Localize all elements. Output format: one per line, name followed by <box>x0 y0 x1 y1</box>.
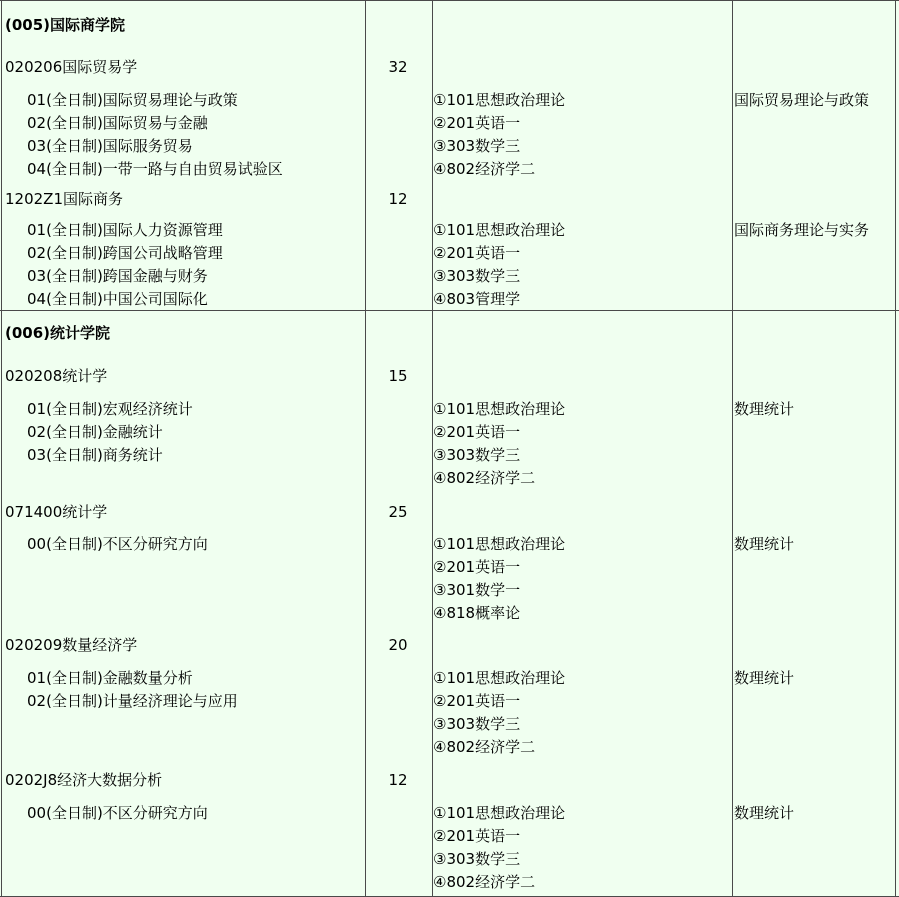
exam-subject: ④802经济学二 <box>433 738 536 756</box>
column-divider <box>365 0 366 897</box>
research-direction: 01(全日制)金融数量分析 <box>27 669 193 687</box>
exam-subject: ①101思想政治理论 <box>433 91 566 109</box>
notes-cell: 数理统计 <box>734 535 795 553</box>
column-divider <box>732 0 733 897</box>
research-direction: 02(全日制)金融统计 <box>27 423 163 441</box>
section-title: (005)国际商学院 <box>5 16 126 34</box>
research-direction: 03(全日制)国际服务贸易 <box>27 137 193 155</box>
notes-cell: 国际贸易理论与政策 <box>734 91 870 109</box>
research-direction: 02(全日制)国际贸易与金融 <box>27 114 208 132</box>
research-direction: 02(全日制)跨国公司战略管理 <box>27 244 223 262</box>
research-direction: 04(全日制)中国公司国际化 <box>27 290 208 308</box>
enrollment-count: 20 <box>388 636 408 654</box>
research-direction: 01(全日制)国际人力资源管理 <box>27 221 223 239</box>
exam-subject: ③303数学三 <box>433 715 521 733</box>
row-divider <box>0 0 899 1</box>
exam-subject: ②201英语一 <box>433 692 521 710</box>
enrollment-count: 12 <box>388 190 408 208</box>
enrollment-count: 25 <box>388 503 408 521</box>
exam-subject: ②201英语一 <box>433 114 521 132</box>
research-direction: 02(全日制)计量经济理论与应用 <box>27 692 238 710</box>
exam-subject: ③303数学三 <box>433 446 521 464</box>
research-direction: 01(全日制)宏观经济统计 <box>27 400 193 418</box>
exam-subject: ②201英语一 <box>433 558 521 576</box>
research-direction: 04(全日制)一带一路与自由贸易试验区 <box>27 160 283 178</box>
research-direction: 00(全日制)不区分研究方向 <box>27 804 208 822</box>
notes-cell: 数理统计 <box>734 669 795 687</box>
research-direction: 03(全日制)跨国金融与财务 <box>27 267 208 285</box>
notes-cell: 国际商务理论与实务 <box>734 221 870 239</box>
exam-subject: ①101思想政治理论 <box>433 669 566 687</box>
enrollment-count: 12 <box>388 771 408 789</box>
exam-subject: ②201英语一 <box>433 827 521 845</box>
program-code-name: 020206国际贸易学 <box>5 58 138 76</box>
row-divider <box>0 310 899 311</box>
exam-subject: ③301数学一 <box>433 581 521 599</box>
exam-subject: ③303数学三 <box>433 137 521 155</box>
exam-subject: ①101思想政治理论 <box>433 535 566 553</box>
section-title: (006)统计学院 <box>5 324 111 342</box>
column-divider <box>895 0 896 897</box>
program-code-name: 071400统计学 <box>5 503 108 521</box>
exam-subject: ④803管理学 <box>433 290 521 308</box>
exam-subject: ②201英语一 <box>433 423 521 441</box>
exam-subject: ①101思想政治理论 <box>433 804 566 822</box>
research-direction: 03(全日制)商务统计 <box>27 446 163 464</box>
exam-subject: ③303数学三 <box>433 850 521 868</box>
research-direction: 00(全日制)不区分研究方向 <box>27 535 208 553</box>
notes-cell: 数理统计 <box>734 804 795 822</box>
notes-cell: 数理统计 <box>734 400 795 418</box>
exam-subject: ①101思想政治理论 <box>433 221 566 239</box>
program-code-name: 020209数量经济学 <box>5 636 138 654</box>
exam-subject: ②201英语一 <box>433 244 521 262</box>
exam-subject: ①101思想政治理论 <box>433 400 566 418</box>
column-divider <box>1 0 2 897</box>
exam-subject: ③303数学三 <box>433 267 521 285</box>
enrollment-count: 15 <box>388 367 408 385</box>
exam-subject: ④802经济学二 <box>433 873 536 891</box>
exam-subject: ④818概率论 <box>433 604 521 622</box>
program-code-name: 1202Z1国际商务 <box>5 190 123 208</box>
research-direction: 01(全日制)国际贸易理论与政策 <box>27 91 238 109</box>
program-code-name: 0202J8经济大数据分析 <box>5 771 163 789</box>
exam-subject: ④802经济学二 <box>433 160 536 178</box>
program-code-name: 020208统计学 <box>5 367 108 385</box>
enrollment-count: 32 <box>388 58 408 76</box>
exam-subject: ④802经济学二 <box>433 469 536 487</box>
